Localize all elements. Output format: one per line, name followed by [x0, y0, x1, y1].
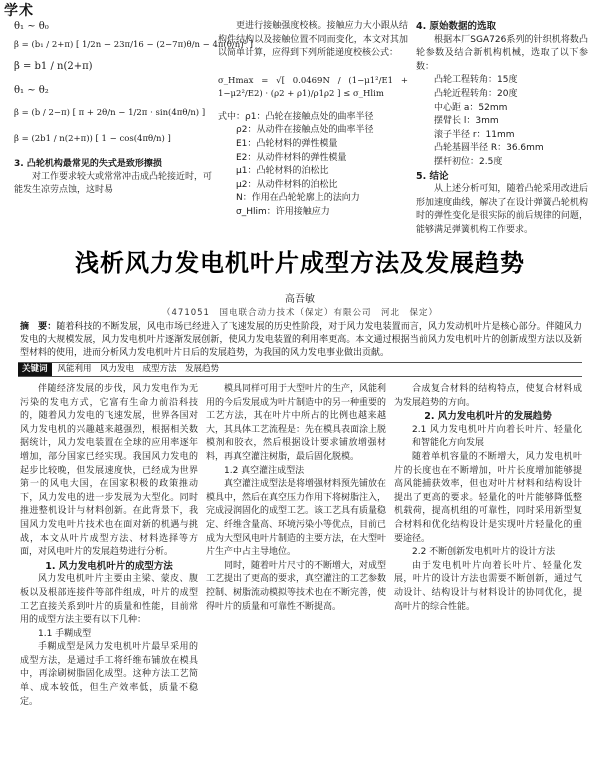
equation-2: β = (b₁ / 2+π) [ 1/2n − 23π/16 − (2−7π)θ/n − 4π(θ/n)³ ] [14, 40, 253, 50]
parameter-item: 摆臂长 l：3mm [434, 116, 499, 127]
abstract [20, 321, 582, 360]
equation-3: β = b1 / n(2+π) [14, 61, 93, 72]
section-heading: 1. 风力发电机叶片的成型方法 [45, 560, 173, 572]
definition-item: μ1：凸轮材料的泊松比 [236, 166, 329, 177]
definition-item: N：作用在凸轮轮廓上的法向力 [236, 193, 360, 204]
parameter-item: 凸轮工程转角：15度 [434, 75, 518, 86]
abstract-label: 摘 要： [20, 322, 57, 332]
definition-item: σ_Hlim：许用接触应力 [236, 206, 330, 217]
parameter-item: 摆杆初位：2.5度 [434, 156, 503, 167]
definition-item: E1：凸轮材料的弹性模量 [236, 138, 338, 149]
section-heading: 3. 凸轮机构最常见的失式是致形擦损 [14, 159, 162, 169]
body-column-1 [20, 383, 198, 755]
article-title: 浅析风力发电机叶片成型方法及发展趋势 [75, 249, 525, 277]
definition-item: ρ2：从动件在接触点处的曲率半径 [236, 125, 374, 136]
author: 高吾敏 [285, 294, 315, 305]
body-column-3 [394, 383, 582, 755]
keywords-text: 风能利用 风力发电 成型方法 发展趋势 [57, 364, 220, 374]
equation-4: θ₁ ~ θ₂ [14, 85, 49, 96]
equation-5: β = (b / 2−π) [ π + 2θ/n − 1/2π · sin(4πθ/n) ] [14, 108, 206, 118]
paragraph: 模具同样可用于大型叶片的生产，风能利用的今后发展成为叶片制造中的另一种重要的工艺方法，其在叶片中所占的比例也越来越大，其具体工艺流程是：先在模具表面涂上脱模剂和胶衣，然后根据设计要求铺放增强材料，再真空灌注树脂，最后固化脱模。 [206, 384, 386, 462]
paragraph: 合成复合材料的结构特点，使复合材料成为发展趋势的方向。 [394, 384, 582, 408]
paragraph: 更进行接触强度校核。接触应力大小跟从结构件结构以及接触位置不同而变化，本文对其加以简单计算，应得到下列所能递度校核公式： [218, 21, 408, 59]
equation-6: β = (2b1 / n(2+π)) [ 1 − cos(4πθ/n) ] [14, 134, 171, 144]
definition-item: 式中：ρ1：凸轮在接触点处的曲率半径 [218, 111, 374, 122]
contact-stress-equation: σ_Hmax = √[ 0.0469N / (1−μ1²/E1 + 1−μ2²/E2) · (ρ2 + ρ1)/ρ1ρ2 ] ≤ σ_Hlim [218, 75, 408, 99]
keywords-bar [18, 362, 582, 377]
paragraph: 伴随经济发展的步伐，风力发电作为无污染的发电方式，它富有生命力前沿科技的，随着风力发电的飞速发展，世界各国对风力发电机的兴趣越来越强烈，根据相关数据统计，风力发电装置在全球的应用率逐年增加，部分国家已经实现。我国风力发电的起步比较晚，但发展速度快，已经成为世界第一的风电大国，在国家积极的政策推动下，风力发电的进一步发展为大型化。同时推进整机设计与材料创新。在此背景下，我国风力发电叶片技术也在面对新的机遇与挑战，本文从叶片成型方法、材料选择等方面，对风电叶片的发展趋势进行分析。 [20, 384, 198, 558]
parameter-list [416, 74, 588, 169]
section-heading: 4. 原始数据的选取 [416, 21, 497, 32]
parameter-item: 凸轮近程转角：20度 [434, 88, 518, 99]
paragraph: 根据本厂SGA726系列的针织机将数凸轮参数及结合新机构机械，选取了以下参数： [416, 34, 588, 72]
paragraph: 对工作要求较大或常常冲击成凸轮接近时，可能发生凉劳点蚀，这时易 [14, 172, 213, 195]
journal-name: 学术 [4, 3, 34, 19]
definition-item: E2：从动件材料的弹性模量 [236, 152, 347, 163]
paragraph: 同时，随着叶片尺寸的不断增大，对成型工艺提出了更高的要求，真空灌注的工艺参数控制、树脂流动模拟等技术也在不断完善，使得叶片的质量和可靠性不断提高。 [206, 560, 386, 612]
equation-1: θ₁ ~ θ₀ [14, 21, 49, 32]
paragraph: 从上述分析可知，随着凸轮采用改进后形加速度曲线，解决了在设计弹簧凸轮机构时的弹性变化是很实际的前后规律的问题，能够满足弹簧机构工作要求。 [416, 184, 588, 235]
upper-right-column [416, 20, 588, 238]
upper-middle-column [218, 20, 408, 220]
keywords-label: 关键词 [18, 363, 52, 376]
upper-left-column [14, 20, 253, 197]
definition-list [218, 111, 408, 220]
paragraph: 随着单机容量的不断增大，风力发电机叶片的长度也在不断增加，叶片长度增加能够提高风能捕获效率，但也对叶片材料和结构设计提出了更高的要求。轻量化的叶片能够降低整机载荷，提高机组的可靠性，同时采用新型复合材料和优化结构设计是实现叶片轻量化的重要途径。 [394, 451, 582, 544]
body-column-2 [206, 383, 386, 755]
paragraph: 风力发电机叶片主要由主梁、蒙皮、腹板以及根部连接件等部件组成，叶片的成型工艺直接关系到叶片的质量和性能，目前常用的成型方法主要有以下几种： [20, 574, 198, 626]
parameter-item: 滚子半径 r：11mm [434, 129, 515, 140]
parameter-item: 凸轮基圆半径 R：36.6mm [434, 143, 544, 154]
parameter-item: 中心距 a：52mm [434, 102, 508, 113]
paragraph: 由于发电机叶片向着长叶片、轻量化发展，叶片的设计方法也需要不断创新，通过气动设计、结构设计与材料设计的协同优化，提高叶片的综合性能。 [394, 560, 582, 612]
paragraph: 手糊成型是风力发电机叶片最早采用的成型方法，是通过手工将纤维布铺放在模具中，再涂刷树脂固化成型。这种方法工艺简单、成本较低，但生产效率低，质量不稳定。 [20, 642, 198, 707]
paragraph: 真空灌注成型法是将增强材料预先铺放在模具中，然后在真空压力作用下将树脂注入，完成浸润固化的成型工艺。该工艺具有质量稳定、纤维含量高、环境污染小等优点，目前已成为大型风电叶片制造的主要方法，在大型叶片生产中占主导地位。 [206, 479, 386, 558]
subsection-heading: 1.1 手糊成型 [38, 628, 92, 639]
section-heading: 2. 风力发电机叶片的发展趋势 [424, 411, 552, 423]
affiliation: （471051 国电联合动力技术（保定）有限公司 河北 保定） [162, 308, 438, 318]
subsection-heading: 2.2 不断创新发电机叶片的设计方法 [412, 547, 556, 558]
abstract-text: 随着科技的不断发展，风电市场已经进入了飞速发展的历史性阶段，对于风力发电装置而言，风力发动机叶片是核心部分。伴随风力发电的大规模发展，风力发电机叶片逐渐发展创新，使风力发电装置的利用率更高。本文通过根据当前风力发电机叶片的创新成型方法以及新型材料的使用，进而分析风力发电机叶片日后的发展趋势，为我国的风力发电事业做出贡献。 [20, 322, 582, 358]
section-heading: 5. 结论 [416, 170, 449, 182]
subsection-heading: 1.2 真空灌注成型法 [224, 465, 305, 476]
subsection-heading: 2.1 风力发电机叶片向着长叶片、轻量化和智能化方向发展 [412, 424, 582, 449]
definition-item: μ2：从动件材料的泊松比 [236, 179, 338, 190]
